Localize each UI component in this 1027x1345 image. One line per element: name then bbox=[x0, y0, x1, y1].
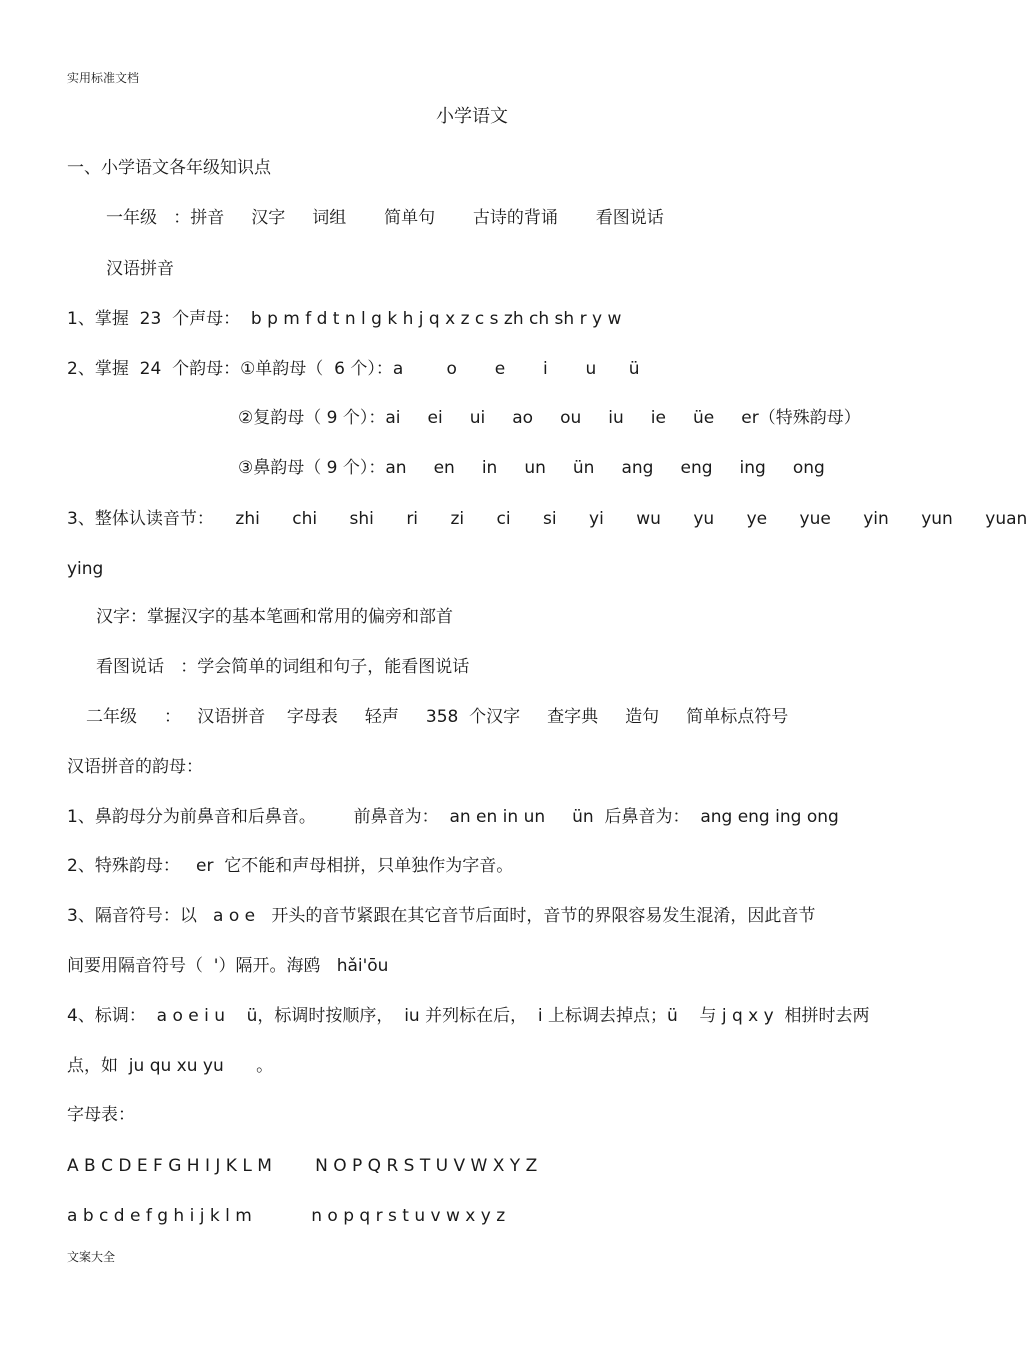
grade1-line: 一年级 ：拼音 汉字 词组 简单句 古诗的背诵 看图说话 bbox=[106, 208, 664, 228]
text-line: ②复韵母（ 9 个）：ai ei ui ao ou iu ie üe er（特殊韵母） bbox=[238, 408, 861, 428]
text-line: 1、掌握 23 个声母： b p m f d t n l g k h j q x z c s zh ch sh r y w bbox=[67, 309, 622, 329]
yunmu-heading: 汉语拼音的韵母： bbox=[67, 757, 203, 777]
text-line: 2、掌握 24 个韵母：①单韵母（ 6 个）：a o e i u ü bbox=[67, 359, 640, 379]
grade2-line: 二年级 ： 汉语拼音 字母表 轻声 358 个汉字 查字典 造句 简单标点符号 bbox=[86, 707, 789, 727]
text-line: 2、特殊韵母： er 它不能和声母相拼，只单独作为字音。 bbox=[67, 856, 514, 876]
page-header: 实用标准文档 bbox=[67, 71, 140, 85]
text-line: 间要用隔音符号（ '）隔开。海鸥 hǎi'ōu bbox=[67, 956, 389, 976]
text-line: 3、隔音符号：以 a o e 开头的音节紧跟在其它音节后面时，音节的界限容易发生混淆，因此音节 bbox=[67, 906, 816, 926]
page-footer: 文案大全 bbox=[67, 1250, 116, 1264]
text-line: ying bbox=[67, 559, 104, 579]
kantu-line: 看图说话 ：学会简单的词组和句子，能看图说话 bbox=[96, 657, 470, 677]
text-line: 点，如 ju qu xu yu 。 bbox=[67, 1056, 274, 1076]
zimu-heading: 字母表： bbox=[67, 1105, 135, 1125]
document-title: 小学语文 bbox=[436, 106, 508, 127]
text-line: 4、标调： a o e i u ü，标调时按顺序， iu 并列标在后， i 上标调去掉点；ü 与 j q x y 相拼时去两 bbox=[67, 1006, 870, 1026]
section-heading: 一、小学语文各年级知识点 bbox=[67, 158, 271, 178]
pinyin-heading: 汉语拼音 bbox=[106, 259, 174, 279]
text-line: 1、鼻韵母分为前鼻音和后鼻音。 前鼻音为： an en in un ün 后鼻音为： ang eng ing ong bbox=[67, 807, 839, 827]
text-line: ③鼻韵母（ 9 个）：an en in un ün ang eng ing ong bbox=[238, 458, 825, 478]
lowercase-alphabet: a b c d e f g h i j k l m n o p q r s t u v w x y z bbox=[67, 1206, 506, 1226]
hanzi-line: 汉字：掌握汉字的基本笔画和常用的偏旁和部首 bbox=[96, 607, 453, 627]
text-line: 3、整体认读音节： zhi chi shi ri zi ci si yi wu yu ye yue yin yun yuan bbox=[67, 509, 1027, 529]
uppercase-alphabet: A B C D E F G H I J K L M N O P Q R S T U V W X Y Z bbox=[67, 1156, 538, 1176]
